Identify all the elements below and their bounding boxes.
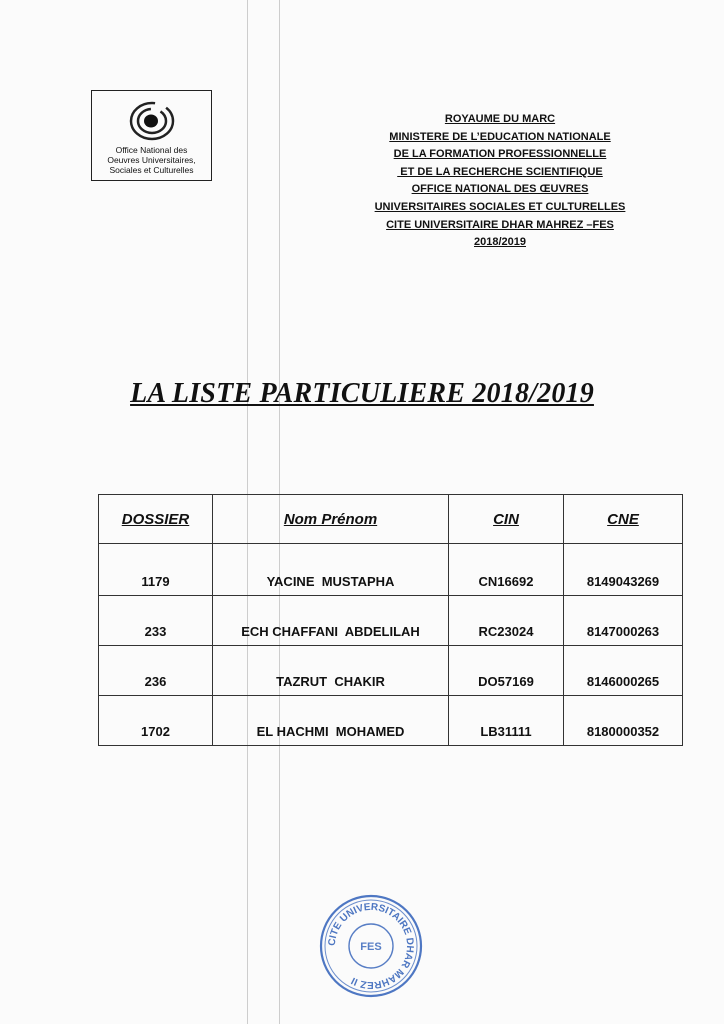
- official-stamp: [318, 893, 424, 999]
- stamp-ring-text-path: CITE UNIVERSITAIRE DHAR MAHREZ II: [326, 901, 416, 991]
- cell-cin: DO57169: [449, 646, 564, 696]
- stamp-center-text: FES: [360, 941, 382, 953]
- table-header-row: [99, 495, 683, 544]
- cell-dossier: 233: [99, 596, 213, 646]
- column-header-dossier: DOSSIER: [99, 495, 213, 544]
- header-line: OFFICE NATIONAL DES ŒUVRES: [411, 183, 589, 196]
- header-line: UNIVERSITAIRES SOCIALES ET CULTURELLES: [374, 200, 626, 213]
- cell-cne: 8180000352: [564, 696, 683, 746]
- table-row: [99, 596, 683, 646]
- page-title: LA LISTE PARTICULIERE 2018/2019: [130, 378, 594, 409]
- student-list-table: [98, 494, 683, 746]
- cell-cne: 8146000265: [564, 646, 683, 696]
- table-row: [99, 544, 683, 596]
- logo-line: Sociales et Culturelles: [109, 165, 194, 175]
- header-line: 2018/2019: [474, 236, 526, 249]
- column-header-cin: CIN: [449, 495, 564, 544]
- cell-name: ECH CHAFFANI ABDELILAH: [213, 596, 449, 646]
- logo-caption: [92, 145, 211, 175]
- logo-line: Office National des: [115, 145, 188, 155]
- cell-dossier: 1702: [99, 696, 213, 746]
- cell-name: TAZRUT CHAKIR: [213, 646, 449, 696]
- institution-header: [370, 111, 630, 252]
- cell-name: EL HACHMI MOHAMED: [213, 696, 449, 746]
- cell-dossier: 236: [99, 646, 213, 696]
- cell-cin: CN16692: [449, 544, 564, 596]
- header-line: MINISTERE DE L’EDUCATION NATIONALE: [389, 130, 611, 143]
- column-header-cne: CNE: [564, 495, 683, 544]
- cell-name: YACINE MUSTAPHA: [213, 544, 449, 596]
- table-row: [99, 646, 683, 696]
- cell-dossier: 1179: [99, 544, 213, 596]
- table-row: [99, 696, 683, 746]
- logo-line: Oeuvres Universitaires,: [107, 155, 196, 165]
- column-header-name: Nom Prénom: [213, 495, 449, 544]
- header-line: DE LA FORMATION PROFESSIONNELLE: [393, 148, 607, 161]
- onousc-logo-box: [91, 90, 212, 181]
- header-line: ET DE LA RECHERCHE SCIENTIFIQUE: [397, 165, 603, 178]
- cell-cne: 8147000263: [564, 596, 683, 646]
- swirl-logo-icon: [128, 99, 176, 143]
- header-line: ROYAUME DU MARC: [444, 113, 556, 125]
- header-line: CITE UNIVERSITAIRE DHAR MAHREZ –FES: [386, 218, 614, 231]
- cell-cne: 8149043269: [564, 544, 683, 596]
- cell-cin: LB31111: [449, 696, 564, 746]
- cell-cin: RC23024: [449, 596, 564, 646]
